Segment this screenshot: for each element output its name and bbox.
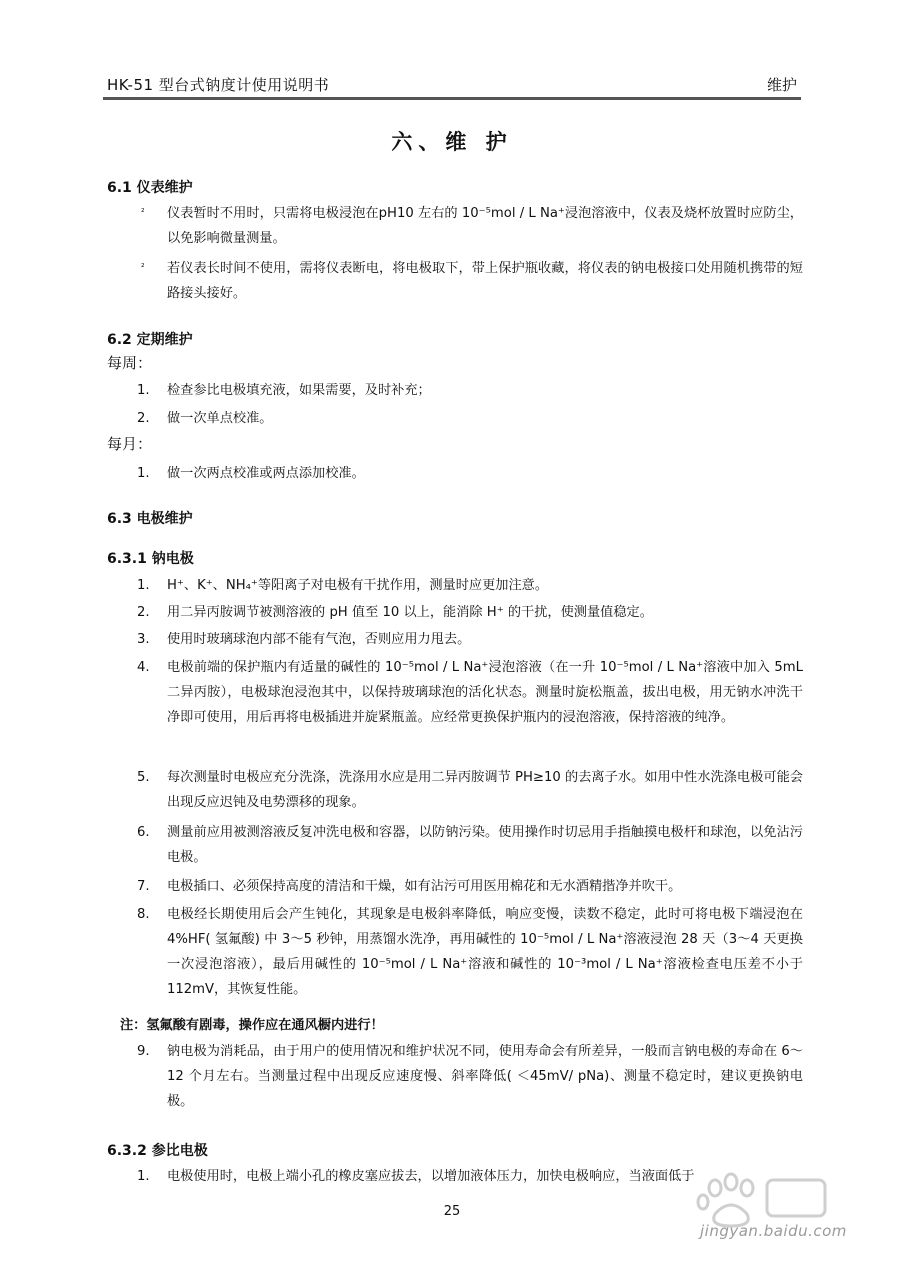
bullet-marker: ²	[141, 208, 145, 218]
warning-note: 注：氢氟酸有剧毒，操作应在通风橱内进行！	[120, 1018, 384, 1033]
bullet-marker: ²	[141, 263, 145, 273]
section-6-1-heading: 6.1 仪表维护	[107, 180, 193, 196]
list-number: 3.	[137, 632, 150, 647]
section-6-3-heading: 6.3 电极维护	[107, 511, 193, 527]
list-number: 7.	[137, 879, 150, 894]
list-item-text: 做一次单点校准。	[167, 411, 273, 426]
list-item-text: 仪表暂时不用时，只需将电极浸泡在pH10 左右的 10⁻⁵mol / L Na⁺浸泡溶液中，仪表及烧杯放置时应防尘，以免影响微量测量。	[167, 206, 803, 246]
list-item-text: 电极经长期使用后会产生钝化，其现象是电极斜率降低，响应变慢，读数不稳定，此时可将电极下端浸泡在 4%HF( 氢氟酸) 中 3～5 秒钟，用蒸馏水洗净，再用碱性的 10⁻⁵mol / L Na⁺溶液浸泡 28 天（3～4 天更换一次浸泡溶液），最后用碱性的 10⁻⁵mol / L Na⁺溶液和碱性的 10⁻³mol / L Na⁺溶液检查电压差不小于 112mV，其恢复性能。	[167, 907, 803, 997]
list-number: 9.	[137, 1044, 150, 1059]
list-item-text: 电极前端的保护瓶内有适量的碱性的 10⁻⁵mol / L Na⁺浸泡溶液（在一升 10⁻⁵mol / L Na⁺溶液中加入 5mL 二异丙胺），电极球泡浸泡其中，以保持玻璃球泡的活化状态。测量时旋松瓶盖，拔出电极，用无钠水冲洗干净即可使用，用后再将电极插进并旋紧瓶盖。应经常更换保护瓶内的浸泡溶液，保持溶液的纯净。	[167, 660, 803, 725]
list-item-text: 检查参比电极填充液，如果需要，及时补充；	[167, 383, 431, 398]
monthly-label: 每月：	[107, 435, 153, 453]
list-number: 2.	[137, 411, 150, 426]
list-item-text: 做一次两点校准或两点添加校准。	[167, 466, 365, 481]
list-number: 4.	[137, 660, 150, 675]
list-item-text: 用二异丙胺调节被测溶液的 pH 值至 10 以上，能消除 H⁺ 的干扰，使测量值稳定。	[167, 605, 653, 620]
list-number: 1.	[137, 1169, 150, 1184]
list-item-text: 若仪表长时间不使用，需将仪表断电，将电极取下，带上保护瓶收藏，将仪表的钠电极接口处用随机携带的短路接头接好。	[167, 261, 803, 301]
running-header-section: 维护	[766, 76, 797, 94]
weekly-label: 每周：	[107, 354, 153, 372]
list-item-text: 电极使用时，电极上端小孔的橡皮塞应拔去，以增加液体压力，加快电极响应，当液面低于	[167, 1169, 695, 1184]
list-number: 5.	[137, 770, 150, 785]
list-number: 1.	[137, 383, 150, 398]
watermark-url: jingyan.baidu.com	[700, 1222, 847, 1240]
list-number: 2.	[137, 605, 150, 620]
list-number: 1.	[137, 578, 150, 593]
page-number: 25	[443, 1204, 461, 1219]
list-item-text: 测量前应用被测溶液反复冲洗电极和容器，以防钠污染。使用操作时切忌用手指触摸电极杆和球泡，以免沾污电极。	[167, 825, 803, 865]
running-header-title: HK-51 型台式钠度计使用说明书	[107, 76, 330, 94]
list-item-text: H⁺、K⁺、NH₄⁺等阳离子对电极有干扰作用，测量时应更加注意。	[167, 578, 549, 593]
section-6-2-heading: 6.2 定期维护	[107, 332, 193, 348]
list-item-text: 使用时玻璃球泡内部不能有气泡，否则应用力甩去。	[167, 632, 471, 647]
list-item-text: 电极插口、必须保持高度的清洁和干燥，如有沾污可用医用棉花和无水酒精揩净并吹干。	[167, 879, 682, 894]
list-number: 1.	[137, 466, 150, 481]
list-item-text: 钠电极为消耗品，由于用户的使用情况和维护状况不同，使用寿命会有所差异，一般而言钠电极的寿命在 6～12 个月左右。当测量过程中出现反应速度慢、斜率降低( ＜45mV/ pNa)、测量不稳定时，建议更换钠电极。	[167, 1044, 803, 1109]
list-item-text: 每次测量时电极应充分洗涤，洗涤用水应是用二异丙胺调节 PH≥10 的去离子水。如用中性水洗涤电极可能会出现反应迟钝及电势漂移的现象。	[167, 770, 803, 810]
subsection-6-3-2-heading: 6.3.2 参比电极	[107, 1143, 208, 1159]
list-number: 6.	[137, 825, 150, 840]
header-rule	[103, 97, 801, 100]
subsection-6-3-1-heading: 6.3.1 钠电极	[107, 551, 194, 567]
list-number: 8.	[137, 907, 150, 922]
page-title: 六、维 护	[391, 130, 513, 154]
